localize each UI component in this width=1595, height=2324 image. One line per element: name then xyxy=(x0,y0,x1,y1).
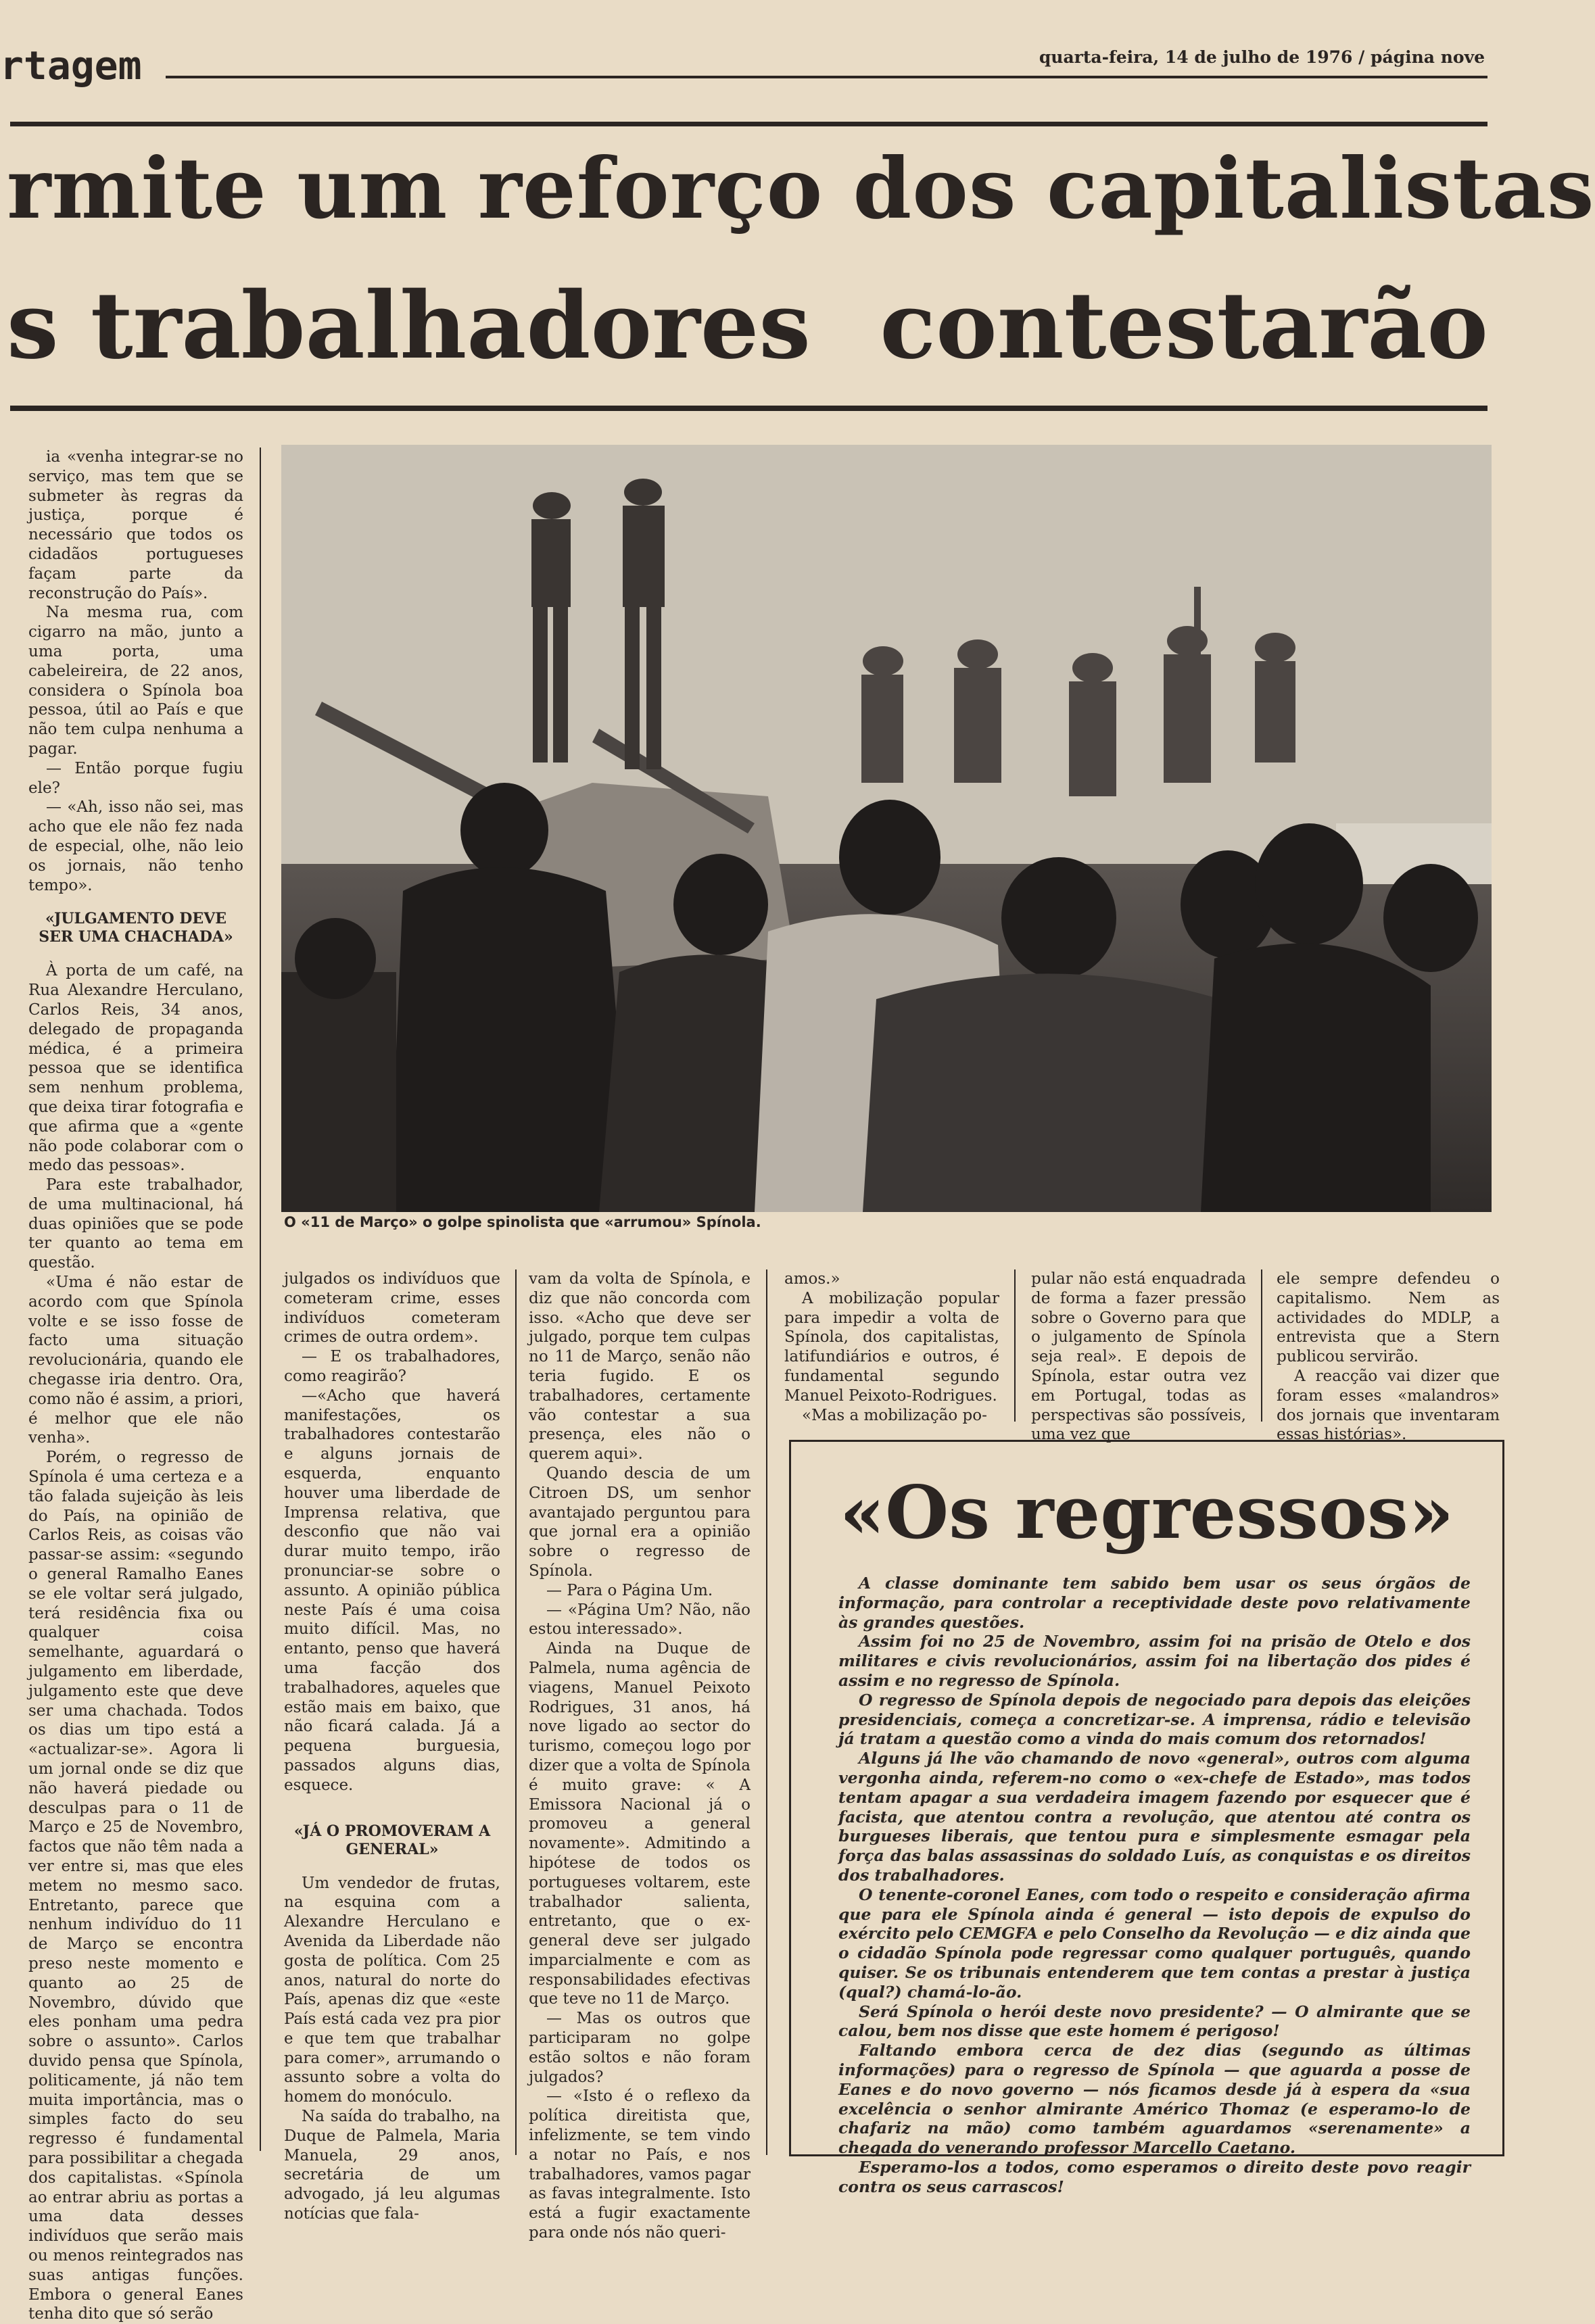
paragraph: A mobilização popular para impedir a volta de Spínola, dos capitalistas, latifundiários e outros, é fundamental segundo Manuel Peixoto-Rodrigues. xyxy=(784,1289,999,1405)
editorial-box xyxy=(789,1440,1504,2196)
news-photo xyxy=(281,445,1492,1212)
paragraph: julgados os indivíduos que cometeram crime, esses indivíduos cometeram crimes de outra ordem». xyxy=(284,1270,500,1347)
paragraph: Esperamo-los a todos, como esperamos o direito deste povo reagir contra os seus carrascos! xyxy=(838,2157,1471,2196)
paragraph: ia «venha integrar-se no serviço, mas tem que se submeter às regras da justiça, porque é necessário que todos os cidadãos portugueses façam parte da reconstrução do País». xyxy=(28,448,243,602)
paragraph: — Então porque fugiu ele? xyxy=(28,759,243,797)
column-divider xyxy=(766,1269,767,2155)
paragraph: Porém, o regresso de Spínola é uma certeza e a tão falada sujeição às leis do País, na opinião de Carlos Reis, as coisas vão passar-se assim: «segundo o general Ramalho Eanes se ele voltar será julgado, terá residência fixa ou qualquer coisa semelhante, aguardará o julgamento em liberdade, julgamento este que deve ser uma chachada. Todos os dias um tipo está a «actualizar-se». Agora li um jornal onde se diz que não haverá piedade ou desculpas para o 11 de Março e 25 de Novembro, factos que não têm nada a ver entre si, mas que eles metem no mesmo saco. Entretanto, parece que nenhum indivíduo do 11 de Março se encontra preso neste momento e quanto ao 25 de Novembro, dúvido que eles ponham uma pedra sobre o assunto». Carlos duvido pensa que Spínola, politicamente, já não tem muita importância, mas o simples facto do seu regresso é fundamental para possibilitar a chegada dos capitalistas. «Spínola ao entrar abriu as portas a uma data desses indivíduos que serão mais ou menos reintegrados nas suas antigas funções. Embora o general Eanes tenha dito que só serão xyxy=(28,1449,243,2323)
paragraph: — Mas os outros que participaram no golpe estão soltos e não foram julgados? xyxy=(529,2010,751,2086)
article-column-5 xyxy=(1031,1269,1246,1444)
paragraph: Ainda na Duque de Palmela, numa agência de viagens, Manuel Peixoto Rodrigues, 31 anos, há nove ligado ao sector do turismo, começou logo por dizer que a volta de Spínola é muito grave: « A Emissora Nacional já o promoveu a general novamente». Admitindo a hipótese de todos os portugueses voltarem, este trabalhador salienta, entretanto, que o ex-general deve ser julgado imparcialmente e com as responsabilidades efectivas que teve no 11 de Março. xyxy=(529,1640,751,2008)
headline-line2-left: s trabalhadores xyxy=(7,272,811,380)
paragraph: — E os trabalhadores, como reagirão? xyxy=(284,1348,500,1385)
article-column-1 xyxy=(28,447,243,2323)
paragraph: Um vendedor de frutas, na esquina com a Alexandre Herculano e Avenida da Liberdade não gosta de política. Com 25 anos, natural do norte do País, apenas diz que «este País está cada vez pra pior e que tem que trabalhar para comer», arrumando o assunto sobre a volta do homem do monóculo. xyxy=(284,1874,500,2106)
paragraph: — Para o Página Um. xyxy=(546,1581,713,1599)
paragraph: ele sempre defendeu o capitalismo. Nem as actividades do MDLP, a entrevista que a Stern publicou servirão. xyxy=(1277,1270,1500,1366)
photo-caption: O «11 de Março» o golpe spinolista que «arrumou» Spínola. xyxy=(284,1214,761,1230)
paragraph: — «Página Um? Não, não estou interessado». xyxy=(529,1601,751,1639)
paragraph: Assim foi no 25 de Novembro, assim foi na prisão de Otelo e dos militares e civis revolucionários, assim foi na libertação dos pides é assim e no regresso de Spínola. xyxy=(838,1632,1471,1690)
paragraph: amos.» xyxy=(784,1270,840,1288)
paragraph: O regresso de Spínola depois de negociado para depois das eleições presidenciais, começa a concretizar-se. A imprensa, rádio e televisão já tratam a questão como a vinda do mais comum dos retornados! xyxy=(838,1690,1471,1749)
paragraph: Faltando embora cerca de dez dias (segundo as últimas informações) para o regresso de Spínola — que aguarda a posse de Eanes e do novo governo — nós ficamos desde já à espera da «sua excelência o senhor almirante Américo Thomaz (e esperamo-lo de chafariz na mão) como também aguardamos «serenamente» a chegada do venerando professor Marcello Caetano. xyxy=(838,2041,1471,2158)
headline-line1: rmite um reforço dos capitalistas xyxy=(7,140,1595,238)
paragraph: A classe dominante tem sabido bem usar os seus órgãos de informação, para controlar a receptividade deste povo relativamente às grandes questões. xyxy=(838,1574,1471,1632)
subheading: «JULGAMENTO DEVE SER UMA CHACHADA» xyxy=(39,910,233,946)
dateline: quarta-feira, 14 de julho de 1976 / página nove xyxy=(1039,47,1485,67)
column-divider xyxy=(1014,1269,1016,1422)
paragraph: O tenente-coronel Eanes, com todo o respeito e consideração afirma que para ele Spínola ainda é general — isto depois de expulso do exército pelo CEMGFA e pelo Conselho da Revolução — e diz ainda que o cidadão Spínola pode regressar como qualquer português, quando quiser. Se os tribunais entenderem que tem contas a prestar à justiça (qual?) chamá-lo-ão. xyxy=(838,1885,1471,2002)
paragraph: —«Acho que haverá manifestações, os trabalhadores contestarão e alguns jornais de esquerda, enquanto houver uma liberdade de Imprensa relativa, que desconfio que não vai durar muito tempo, irão pronunciar-se sobre o assunto. A opinião pública neste País é uma coisa muito difícil. Mas, no entanto, penso que haverá uma facção dos trabalhadores, aqueles que estão mais em baixo, que não ficará calada. Já a pequena burguesia, passados alguns dias, esquece. xyxy=(284,1386,500,1794)
article-column-3 xyxy=(529,1269,751,2242)
paragraph: — «Isto é o reflexo da política direitista que, infelizmente, se tem vindo a notar no País, e nos trabalhadores, vamos pagar as favas integralmente. Isto está a fugir exactamente para onde nós não queri- xyxy=(529,2087,751,2242)
paragraph: Quando descia de um Citroen DS, um senhor avantajado perguntou para que jornal era a opinião sobre o regresso de Spínola. xyxy=(529,1464,751,1580)
editorial-text xyxy=(838,1574,1471,2197)
paragraph: Alguns já lhe vão chamando de novo «general», outros com alguma vergonha ainda, referem-no como o «ex-chefe de Estado», mas todos tentam apagar a sua verdadeira imagem fazendo por esquecer que é facista, que atentou contra a revolução, que atentou até contra os burgueses liberais, que tentou pura e simplesmente esmagar pela força das balas assassinas do soldado Luís, as conquistas e os direitos dos trabalhadores. xyxy=(838,1749,1471,1885)
photo-illustration xyxy=(281,445,1492,1212)
column-divider xyxy=(260,447,261,2151)
column-divider xyxy=(515,1269,517,2155)
masthead-rule xyxy=(166,76,1487,78)
paragraph: À porta de um café, na Rua Alexandre Herculano, Carlos Reis, 34 anos, delegado de propaganda médica, é a primeira pessoa que se identifica sem nenhum problema, que deixa tirar fotografia e que afirma que a «gente não pode colaborar com o medo das pessoas». xyxy=(28,962,243,1175)
paragraph: pular não está enquadrada de forma a fazer pressão sobre o Governo para que o julgamento de Spínola seja real». E depois de Spínola, estar outra vez em Portugal, todas as perspectivas são possíveis, uma vez que xyxy=(1031,1270,1246,1444)
article-column-4 xyxy=(784,1269,999,1432)
article-column-2 xyxy=(284,1269,500,2223)
paragraph: Na saída do trabalho, na Duque de Palmela, Maria Manuela, 29 anos, secretária de um advogado, já leu algumas notícias que fala- xyxy=(284,2108,500,2223)
column-divider xyxy=(1261,1269,1262,1422)
paragraph: vam da volta de Spínola, e diz que não concorda com isso. «Acho que deve ser julgado, porque tem culpas no 11 de Março, senão não teria fugido. E os trabalhadores, certamente vão contestar a sua presença, eles não o querem aqui». xyxy=(529,1270,751,1463)
headline-bottom-rule xyxy=(10,406,1487,411)
paragraph: «Mas a mobilização po- xyxy=(802,1406,987,1424)
paragraph: A reacção vai dizer que foram esses «malandros» dos jornais que inventaram essas histórias». xyxy=(1277,1367,1500,1444)
paragraph: — «Ah, isso não sei, mas acho que ele não fez nada de especial, olhe, não leio os jornais, não tenho tempo». xyxy=(28,798,243,894)
paragraph: Na mesma rua, com cigarro na mão, junto a uma porta, uma cabeleireira, de 22 anos, considera o Spínola boa pessoa, útil ao País e que não tem culpa nenhuma a pagar. xyxy=(28,604,243,758)
paragraph: Será Spínola o herói deste novo presidente? — O almirante que se calou, bem nos disse que este homem é perigoso! xyxy=(838,2002,1471,2041)
section-kicker: rtagem xyxy=(0,43,142,89)
top-double-rule xyxy=(10,122,1487,126)
editorial-title: «Os regressos» xyxy=(839,1470,1454,1555)
subheading: «JÁ O PROMOVERAM A GENERAL» xyxy=(293,1822,491,1858)
paragraph: «Uma é não estar de acordo com que Spínola volte e se isso fosse de facto uma situação revolucionária, quando ele chegasse iria dentro. Ora, como não é assim, a priori, é melhor que ele não venha». xyxy=(28,1274,243,1447)
paragraph: Para este trabalhador, de uma multinacional, há duas opiniões que se pode ter quanto ao tema em questão. xyxy=(28,1176,243,1272)
article-column-6 xyxy=(1277,1269,1500,1444)
headline-line2-right: contestarão xyxy=(880,272,1488,380)
